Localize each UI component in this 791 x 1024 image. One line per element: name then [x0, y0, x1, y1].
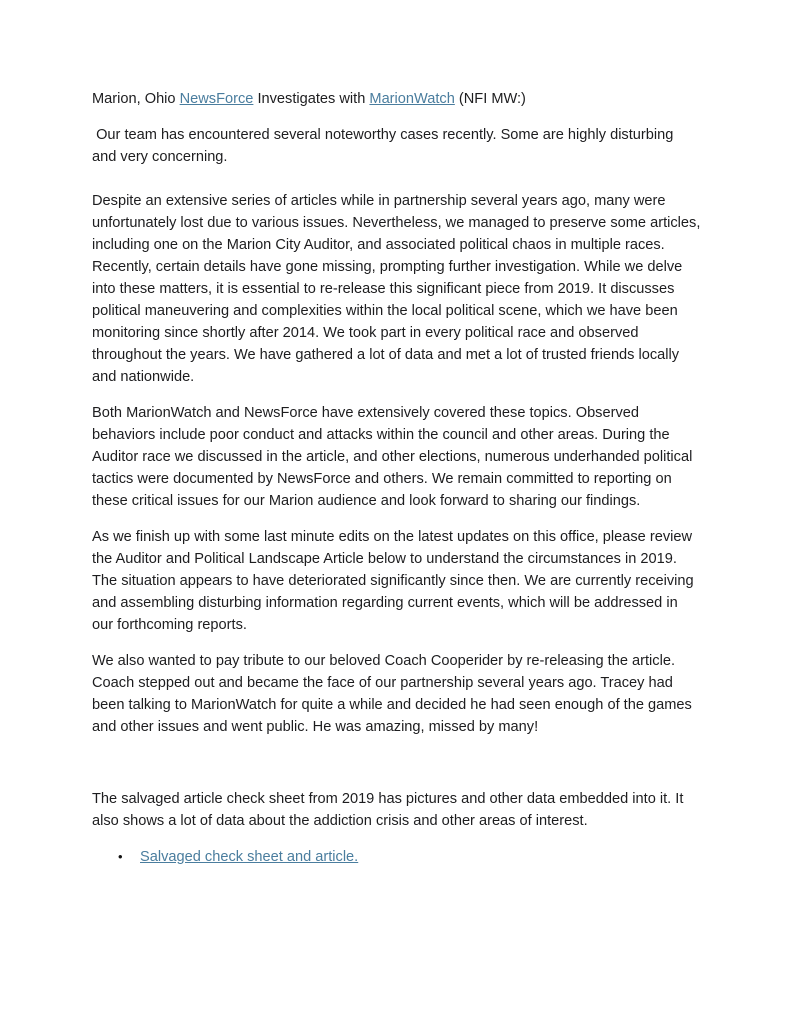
title-text-part1: Marion, Ohio — [92, 91, 180, 107]
title-text-part3: (NFI MW:) — [454, 91, 526, 107]
title-text-part2: Investigates with — [253, 91, 370, 107]
list-item — [118, 846, 701, 868]
marionwatch-link[interactable]: MarionWatch — [369, 91, 455, 107]
document-title — [92, 88, 701, 110]
paragraph-despite-articles: Despite an extensive series of articles while in partnership several years ago, many were unfortunately lost due to various issues. Nevertheless, we managed to preserve some articles, including one on the Marion City Auditor, and associated political chaos in multiple races. Recently, certain details have gone missing, prompting further investigation. While we delve into these matters, it is essential to re-release this significant piece from 2019. It discusses political maneuvering and complexities within the local political scene, which we have been monitoring since shortly after 2014. We took part in every political race and observed throughout the years. We have gathered a lot of data and met a lot of trusted friends locally and nationwide. — [92, 193, 705, 385]
bullet-list — [92, 846, 701, 868]
newsforce-link[interactable]: NewsForce — [179, 91, 254, 107]
paragraph-our-team: Our team has encountered several noteworthy cases recently. Some are highly disturbing and very concerning. — [92, 127, 678, 165]
salvaged-check-sheet-link[interactable]: Salvaged check sheet and article. — [140, 849, 359, 865]
paragraph-both-covered: Both MarionWatch and NewsForce have extensively covered these topics. Observed behaviors include poor conduct and attacks within the council and other areas. During the Auditor race we discussed in the article, and other elections, numerous underhanded political tactics were documented by NewsForce and others. We remain committed to reporting on these critical issues for our Marion audience and look forward to sharing our findings. — [92, 405, 697, 509]
bullet-icon: • — [118, 849, 123, 864]
paragraph-salvaged-sheet: The salvaged article check sheet from 2019 has pictures and other data embedded into it. It also shows a lot of data about the addiction crisis and other areas of interest. — [92, 791, 688, 829]
paragraph-coach-tribute: We also wanted to pay tribute to our beloved Coach Cooperider by re-releasing the article. Coach stepped out and became the face of our partnership several years ago. Tracey had been talking to MarionWatch for quite a while and decided he had seen enough of the games and other issues and went public. He was amazing, missed by many! — [92, 653, 696, 735]
paragraph-finish-edits: As we finish up with some last minute edits on the latest updates on this office, please review the Auditor and Political Landscape Article below to understand the circumstances in 2019. The situation appears to have deteriorated significantly since then. We are currently receiving and assembling disturbing information regarding current events, which will be addressed in our forthcoming reports. — [92, 529, 698, 633]
blank-paragraph — [92, 752, 701, 774]
